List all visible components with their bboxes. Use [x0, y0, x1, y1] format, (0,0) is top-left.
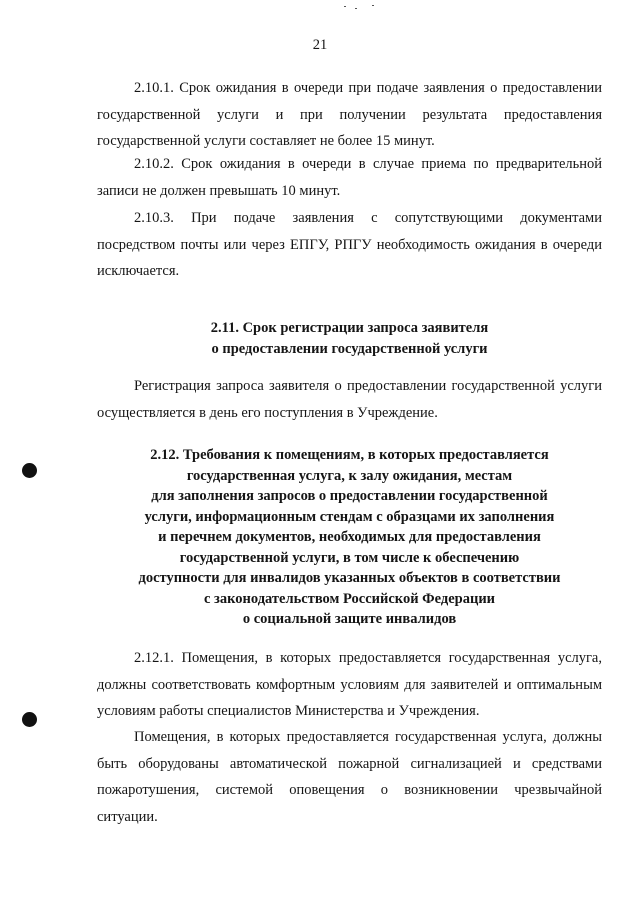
scan-speck: [372, 5, 374, 6]
heading-line: государственной услуги, в том числе к обеспечению: [179, 549, 520, 566]
scan-speck: [344, 6, 346, 7]
paragraph-2-10-3: 2.10.3. При подаче заявления с сопутствующими документами посредством почты или через ЕПГУ, РПГУ необходимость ожидания в очереди исключается.: [97, 210, 602, 279]
heading-line: государственная услуга, к залу ожидания, местам: [186, 467, 513, 484]
heading-line: для заполнения запросов о предоставлении государственной: [151, 488, 548, 504]
heading-line: доступности для инвалидов указанных объектов в соответствии: [138, 570, 561, 586]
heading-line: 2.11. Срок регистрации запроса заявителя: [210, 320, 489, 336]
paragraph-2-12-1-continued: Помещения, в которых предоставляется государственная услуга, должны быть оборудованы автоматической пожарной сигнализацией и средствами пожаротушения, системой оповещения о возникновении чрезвычайной ситуации.: [97, 729, 602, 825]
page-number: 21: [312, 37, 328, 53]
scan-speck: [355, 8, 357, 9]
punch-hole-bottom: [22, 712, 37, 727]
heading-line: с законодательством Российской Федерации: [203, 590, 496, 607]
heading-line: о предоставлении государственной услуги: [211, 340, 488, 357]
section-heading-2-11: [97, 318, 602, 359]
punch-hole-top: [22, 463, 37, 478]
paragraph-2-12-1: 2.12.1. Помещения, в которых предоставляется государственная услуга, должны соответствовать комфортным условиям для заявителей и оптимальным условиям работы специалистов Министерства и Учреждения.: [97, 650, 602, 719]
heading-line: 2.12. Требования к помещениям, в которых предоставляется: [150, 447, 549, 463]
heading-line: и перечнем документов, необходимых для предоставления: [158, 529, 541, 545]
section-heading-2-12: [97, 445, 602, 630]
heading-line: услуги, информационным стендам с образцами их заполнения: [144, 508, 555, 525]
paragraph-2-11-body: Регистрация запроса заявителя о предоставлении государственной услуги осуществляется в день его поступления в Учреждение.: [97, 378, 602, 421]
heading-line: о социальной защите инвалидов: [242, 611, 457, 627]
paragraph-2-10-1: 2.10.1. Срок ожидания в очереди при подаче заявления о предоставлении государственной услуги и при получении результата предоставления государственной услуги составляет не более 15 минут.: [97, 80, 602, 149]
paragraph-2-10-2: 2.10.2. Срок ожидания в очереди в случае приема по предварительной записи не должен превышать 10 минут.: [97, 156, 602, 199]
